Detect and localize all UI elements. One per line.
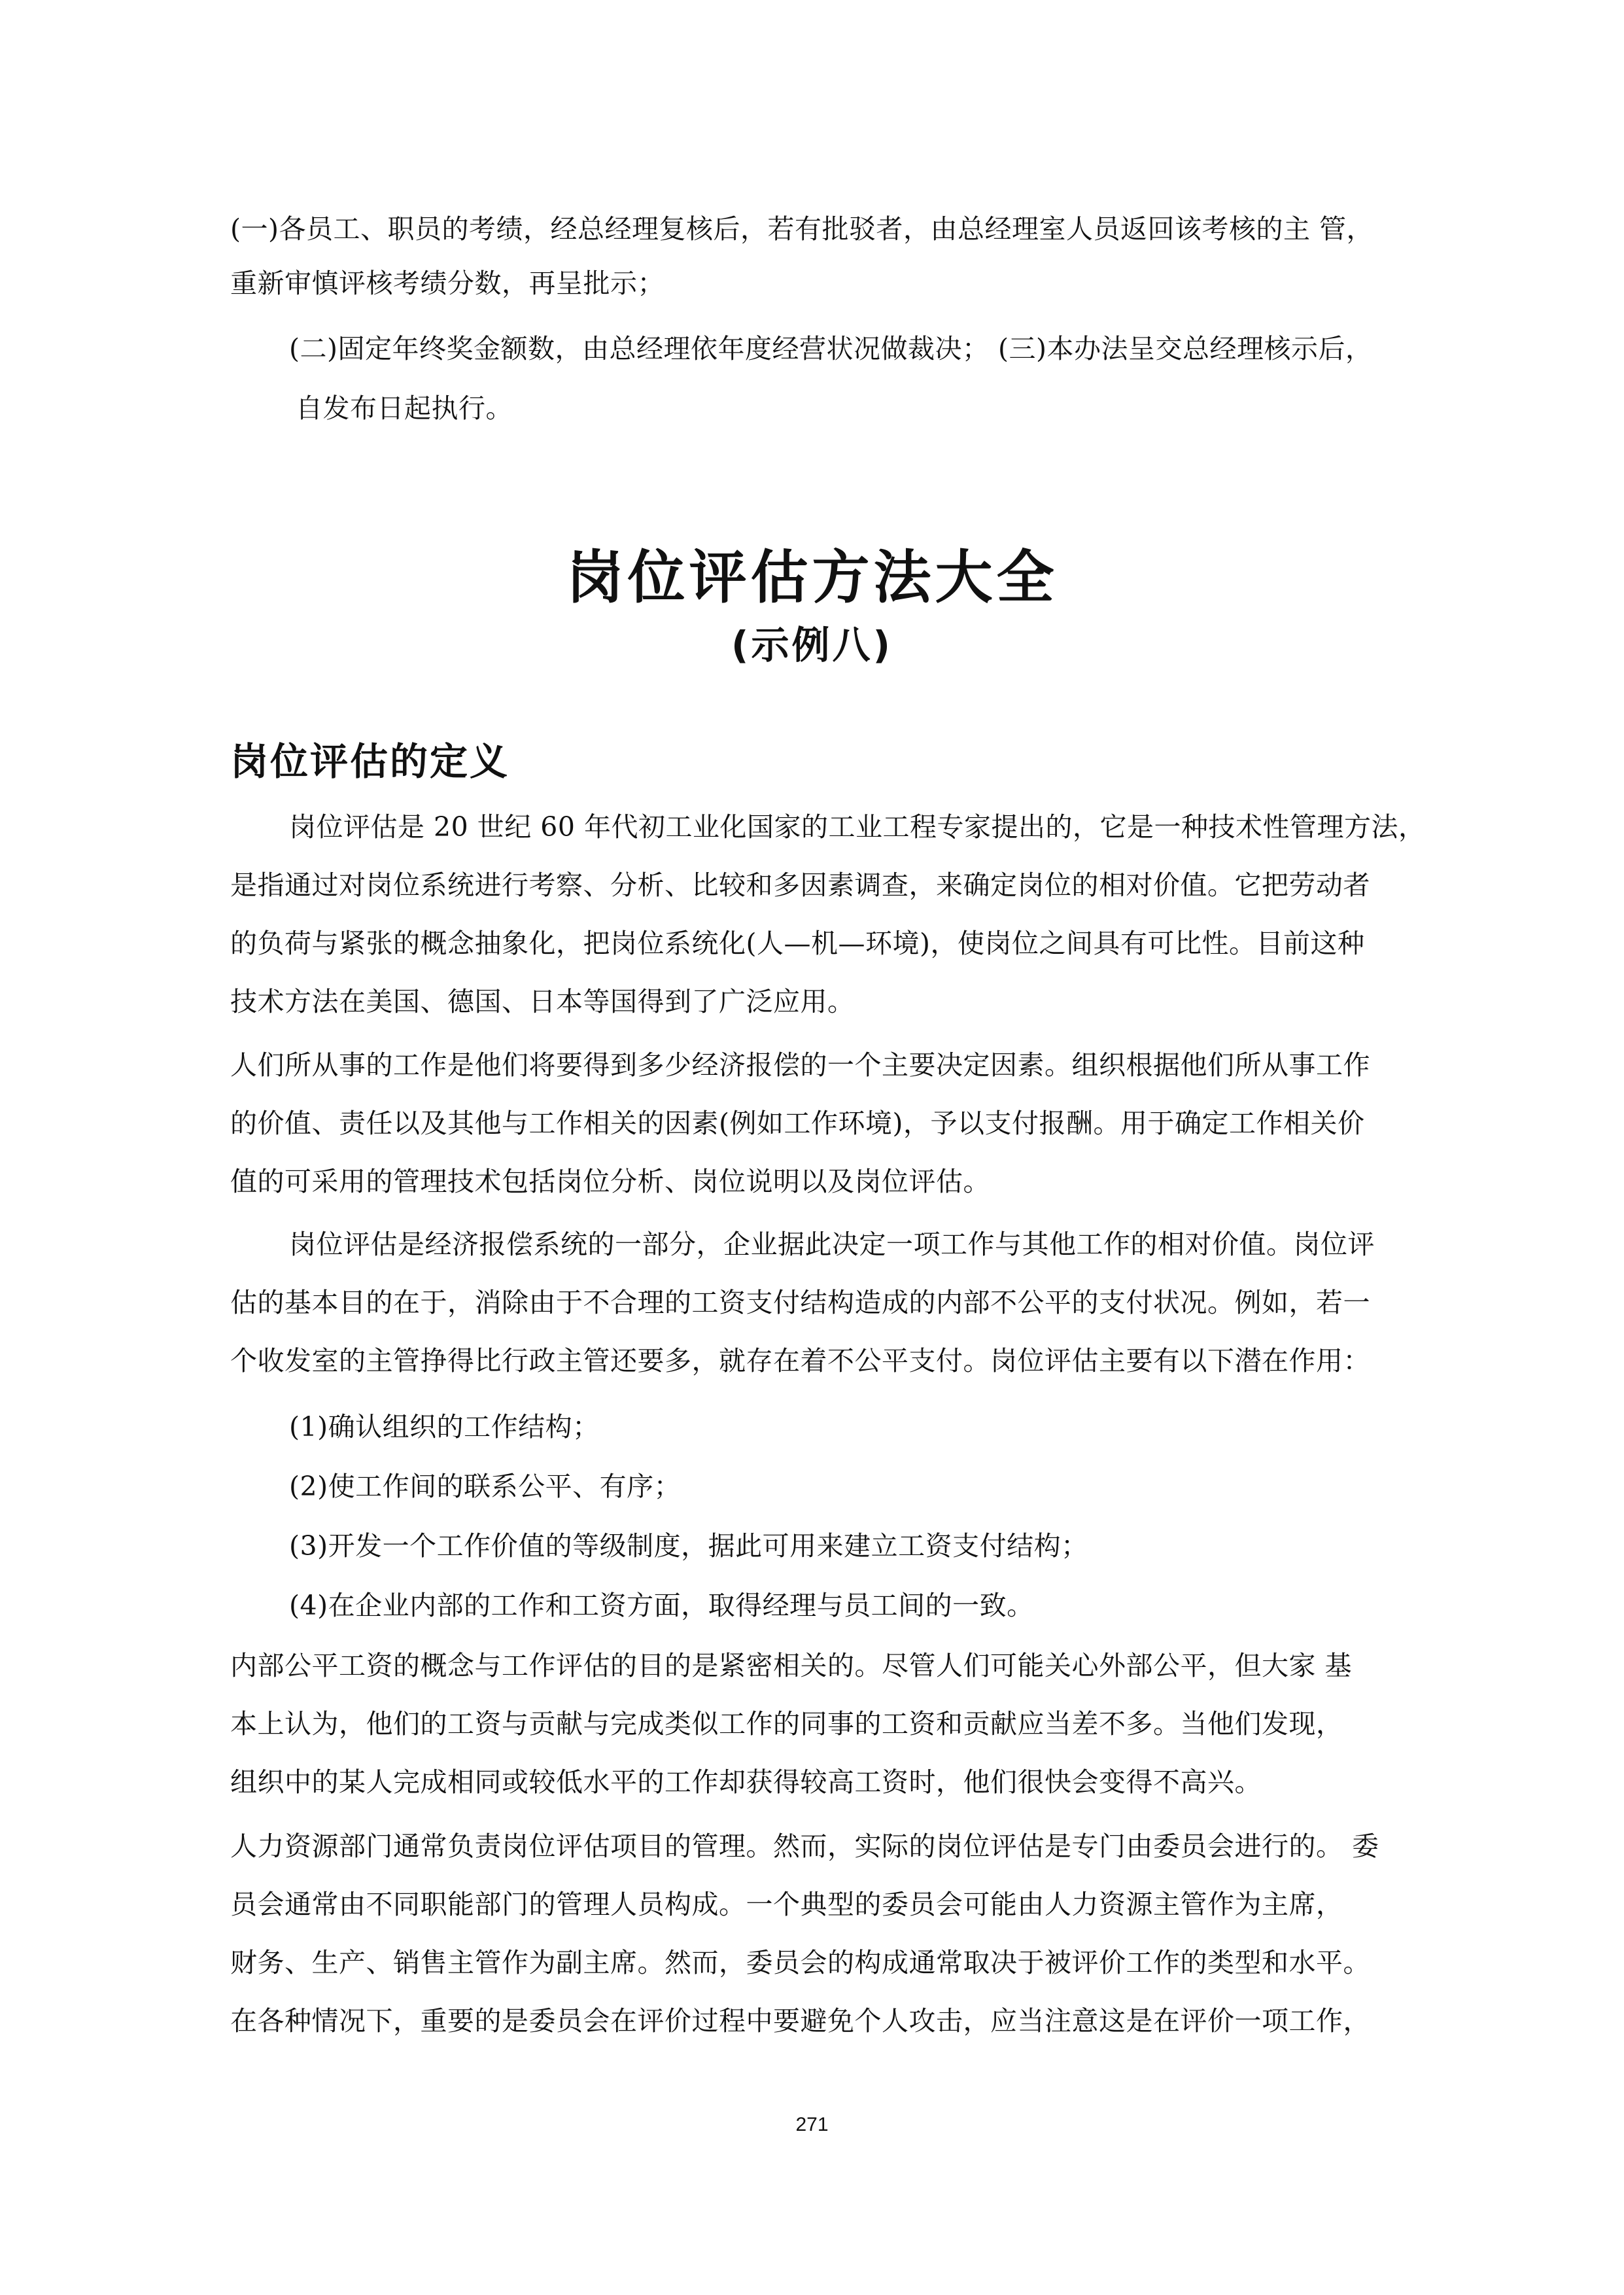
body-line: 的负荷与紧张的概念抽象化，把岗位系统化(人—机—环境)，使岗位之间具有可比性。目前这种 xyxy=(230,928,1365,959)
list-item: (2)使工作间的联系公平、有序； xyxy=(289,1471,682,1502)
body-line: 技术方法在美国、德国、日本等国得到了广泛应用。 xyxy=(230,986,855,1017)
section-heading: 岗位评估的定义 xyxy=(230,739,510,784)
body-line: 本上认为，他们的工资与贡献与完成类似工作的同事的工资和贡献应当差不多。当他们发现， xyxy=(230,1708,1343,1740)
intro-line: (二)固定年终奖金额数，由总经理依年度经营状况做裁决； (三)本办法呈交总经理核示后， xyxy=(289,333,1373,364)
document-title: 岗位评估方法大全 xyxy=(566,544,1058,611)
body-line: 组织中的某人完成相同或较低水平的工作却获得较高工资时，他们很快会变得不高兴。 xyxy=(230,1766,1262,1798)
intro-line: 重新审慎评核考绩分数，再呈批示； xyxy=(230,268,665,299)
body-line: 值的可采用的管理技术包括岗位分析、岗位说明以及岗位评估。 xyxy=(230,1166,990,1197)
body-line: 人们所从事的工作是他们将要得到多少经济报偿的一个主要决定因素。组织根据他们所从事工作 xyxy=(230,1049,1370,1081)
list-item: (1)确认组织的工作结构； xyxy=(289,1411,600,1443)
list-item: (3)开发一个工作价值的等级制度，据此可用来建立工资支付结构； xyxy=(289,1530,1088,1562)
body-line: 员会通常由不同职能部门的管理人员构成。一个典型的委员会可能由人力资源主管作为主席， xyxy=(230,1889,1343,1920)
intro-line: 自发布日起执行。 xyxy=(296,393,513,424)
intro-line: (一)各员工、职员的考绩，经总经理复核后，若有批驳者，由总经理室人员返回该考核的主 管， xyxy=(230,213,1374,245)
body-line: 人力资源部门通常负责岗位评估项目的管理。然而，实际的岗位评估是专门由委员会进行的。 委 xyxy=(230,1831,1379,1862)
body-line: 个收发室的主管挣得比行政主管还要多，就存在着不公平支付。岗位评估主要有以下潜在作用： xyxy=(230,1345,1370,1376)
body-line: 岗位评估是经济报偿系统的一部分，企业据此决定一项工作与其他工作的相对价值。岗位评 xyxy=(289,1229,1375,1260)
body-line: 估的基本目的在于，消除由于不合理的工资支付结构造成的内部不公平的支付状况。例如，若一 xyxy=(230,1287,1370,1318)
document-subtitle: (示例八) xyxy=(731,623,893,667)
body-line: 岗位评估是 20 世纪 60 年代初工业化国家的工业工程专家提出的，它是一种技术性管理方法， xyxy=(289,811,1426,843)
page-number: 271 xyxy=(795,2114,829,2135)
body-line: 的价值、责任以及其他与工作相关的因素(例如工作环境)，予以支付报酬。用于确定工作相关价 xyxy=(230,1108,1365,1139)
body-line: 内部公平工资的概念与工作评估的目的是紧密相关的。尽管人们可能关心外部公平，但大家 基 xyxy=(230,1650,1353,1681)
body-line: 在各种情况下，重要的是委员会在评价过程中要避免个人攻击，应当注意这是在评价一项工作， xyxy=(230,2005,1370,2037)
body-line: 财务、生产、销售主管作为副主席。然而，委员会的构成通常取决于被评价工作的类型和水平。 xyxy=(230,1947,1370,1978)
list-item: (4)在企业内部的工作和工资方面，取得经理与员工间的一致。 xyxy=(289,1590,1034,1621)
body-line: 是指通过对岗位系统进行考察、分析、比较和多因素调查，来确定岗位的相对价值。它把劳动者 xyxy=(230,869,1370,901)
